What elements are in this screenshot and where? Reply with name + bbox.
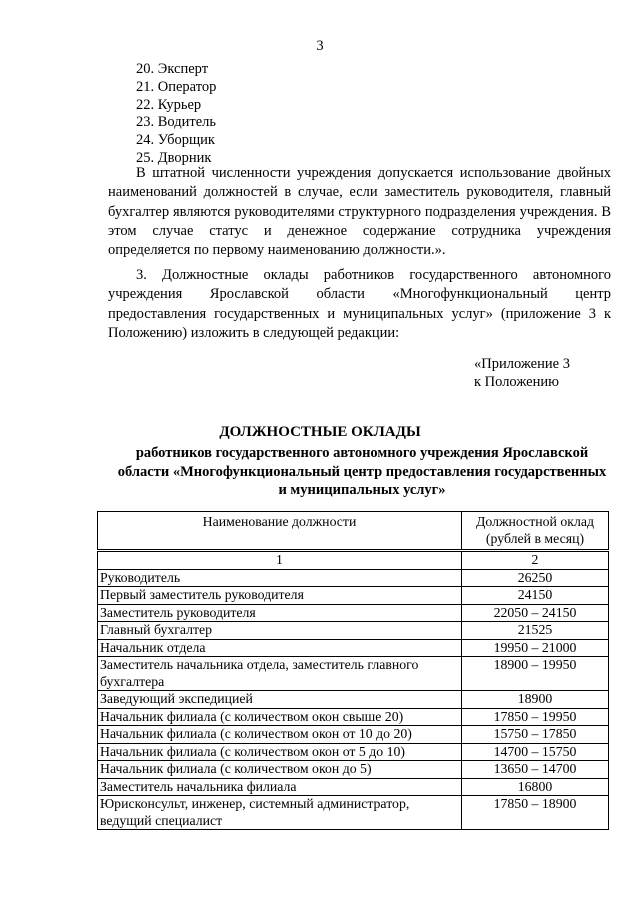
position-list: [136, 61, 216, 168]
paragraph-salaries-clause: 3. Должностные оклады работников государственного автономного учреждения Ярославской области «Многофункциональный центр предоставления государственных и муниципальных услуг» (приложение 3 к Положению) изложить в следующей редакции:: [108, 267, 611, 341]
table-row: [98, 778, 609, 796]
appendix-reference: [474, 355, 570, 391]
column-number-2: 2: [462, 551, 609, 570]
table-row: [98, 743, 609, 761]
salary-cell: 18900: [462, 691, 609, 709]
position-cell: Начальник филиала (с количеством окон до 5): [98, 761, 462, 779]
position-cell: Руководитель: [98, 569, 462, 587]
position-cell: Заместитель начальника отдела, заместитель главного бухгалтера: [98, 657, 462, 691]
table-row: [98, 726, 609, 744]
position-cell: Юрисконсульт, инженер, системный администратор, ведущий специалист: [98, 796, 462, 830]
list-item: 20. Эксперт: [136, 61, 209, 77]
position-cell: Начальник филиала (с количеством окон от 5 до 10): [98, 743, 462, 761]
salary-cell: 16800: [462, 778, 609, 796]
appendix-line-2: к Положению: [474, 374, 559, 390]
document-title: ДОЛЖНОСТНЫЕ ОКЛАДЫ: [219, 424, 421, 440]
list-item: 23. Водитель: [136, 114, 217, 131]
salary-cell: 14700 – 15750: [462, 743, 609, 761]
position-cell: Главный бухгалтер: [98, 622, 462, 640]
salary-cell: 13650 – 14700: [462, 761, 609, 779]
document-subtitle: работников государственного автономного учреждения Ярославской области «Многофункциональный центр предоставления государственных и муниципальных услуг»: [117, 445, 607, 498]
table-row: [98, 691, 609, 709]
header-position: Наименование должности: [98, 512, 462, 551]
table-row: [98, 639, 609, 657]
list-item: 25. Дворник: [136, 149, 212, 166]
table-row: [98, 587, 609, 605]
salary-cell: 19950 – 21000: [462, 639, 609, 657]
salary-cell: 18900 – 19950: [462, 657, 609, 691]
salary-cell: 21525: [462, 622, 609, 640]
table-row: [98, 569, 609, 587]
table-row: [98, 622, 609, 640]
page-number: 3: [316, 38, 324, 54]
table-row: [98, 761, 609, 779]
salary-cell: 22050 – 24150: [462, 604, 609, 622]
list-item: 24. Уборщик: [136, 132, 215, 149]
salary-cell: 17850 – 19950: [462, 708, 609, 726]
table-row: [98, 604, 609, 622]
column-number-row: [98, 551, 609, 570]
position-cell: Заместитель начальника филиала: [98, 778, 462, 796]
position-cell: Начальник отдела: [98, 639, 462, 657]
salary-cell: 17850 – 18900: [462, 796, 609, 830]
position-cell: Начальник филиала (с количеством окон свыше 20): [98, 708, 462, 726]
list-item: 21. Оператор: [136, 78, 217, 95]
position-cell: Заместитель руководителя: [98, 604, 462, 622]
paragraph-dual-titles: В штатной численности учреждения допускается использование двойных наименований должностей в случае, если заместитель руководителя, главный бухгалтер являются руководителями структурного подразделения учреждения. В этом случае статус и денежное содержание сотрудника учреждения определяется по первому наименованию должности.».: [108, 165, 611, 259]
position-cell: Заведующий экспедицией: [98, 691, 462, 709]
salary-cell: 15750 – 17850: [462, 726, 609, 744]
salary-cell: 26250: [462, 569, 609, 587]
salary-table: [97, 511, 609, 830]
position-cell: Первый заместитель руководителя: [98, 587, 462, 605]
column-number-1: 1: [98, 551, 462, 570]
table-row: [98, 657, 609, 691]
appendix-line-1: «Приложение 3: [474, 356, 570, 372]
table-header-row: [98, 512, 609, 551]
table-row: [98, 796, 609, 830]
salary-cell: 24150: [462, 587, 609, 605]
header-salary: Должностной оклад (рублей в месяц): [462, 512, 609, 551]
table-row: [98, 708, 609, 726]
position-cell: Начальник филиала (с количеством окон от 10 до 20): [98, 726, 462, 744]
list-item: 22. Курьер: [136, 96, 202, 113]
